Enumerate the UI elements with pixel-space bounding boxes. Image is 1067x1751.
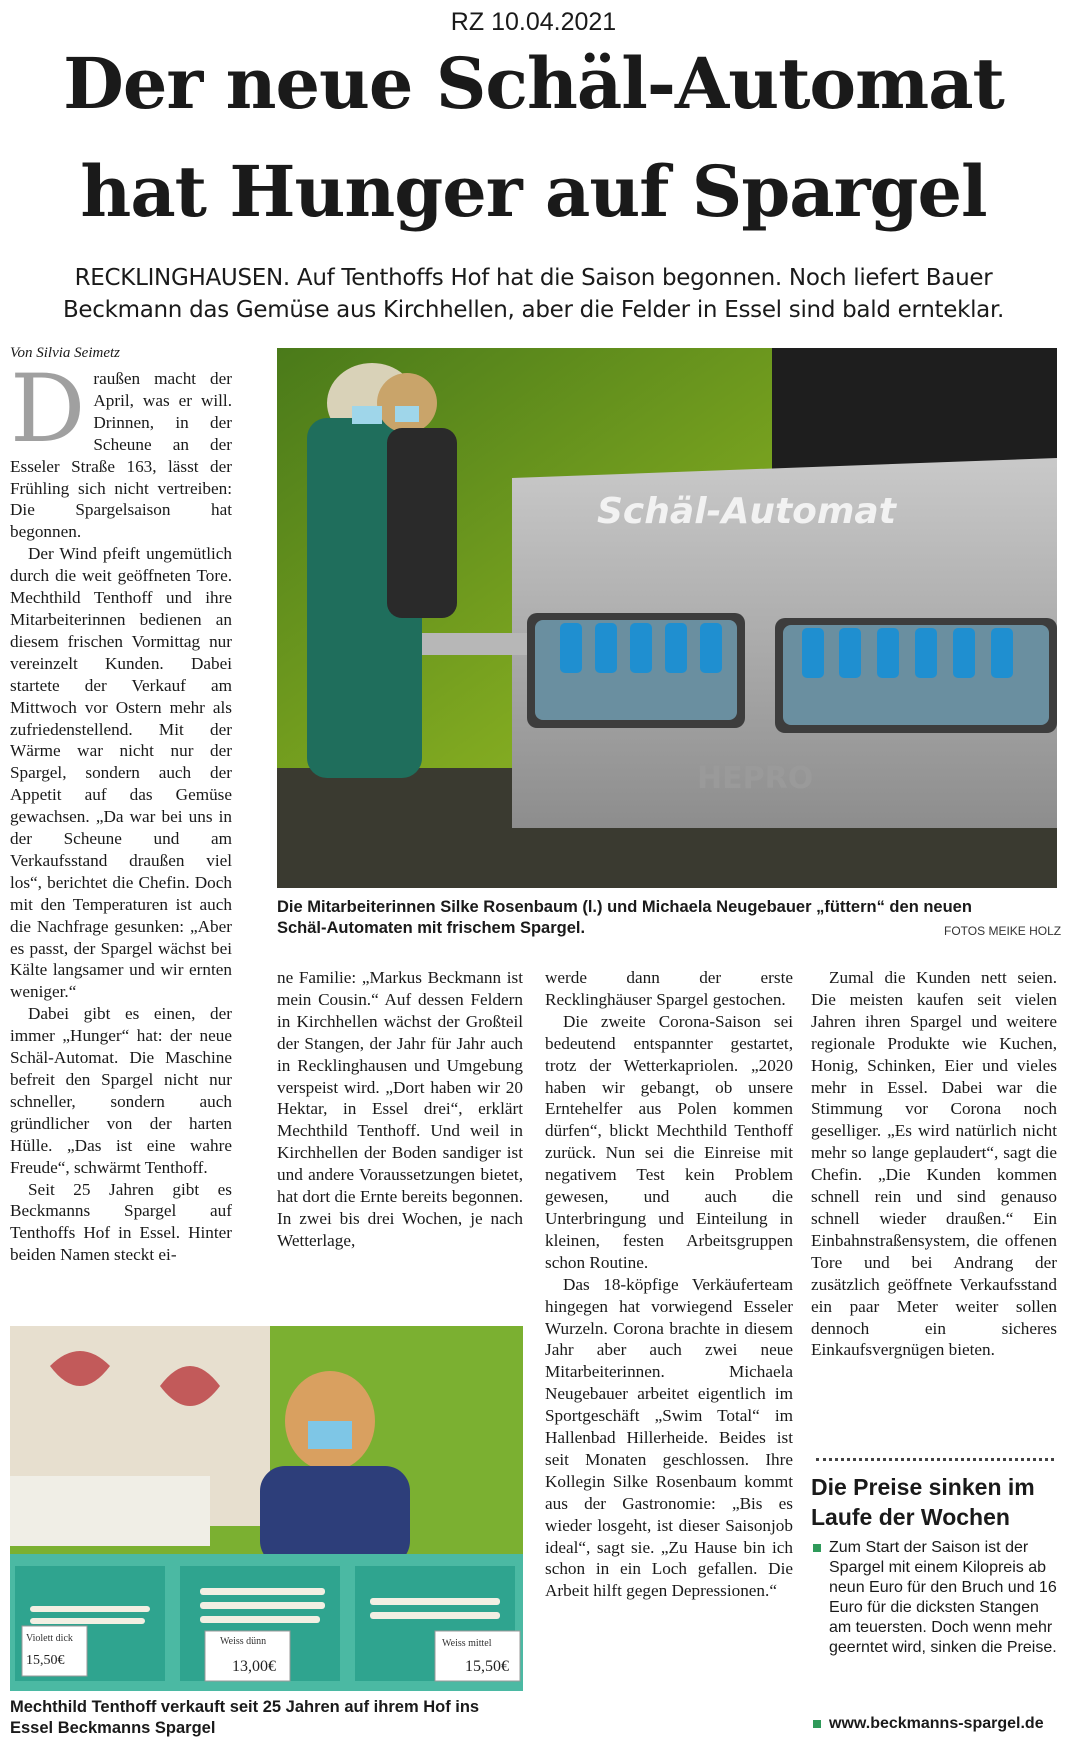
article-paragraph: Seit 25 Jahren gibt es Beckmanns Spargel auf Tenthoffs Hof in Essel. Hinter beiden Namen steckt ei- <box>10 1179 232 1265</box>
article-paragraph <box>10 355 232 543</box>
lead-paragraph <box>30 262 1037 326</box>
machine-brand: HEPRO <box>697 761 814 796</box>
infobox-text <box>813 1538 1057 1658</box>
infobox-divider <box>816 1458 1054 1461</box>
article-paragraph: Der Wind pfeift ungemütlich durch die weit geöffneten Tore. Mechthild Tenthoff und ihre Mitarbeiterinnen bedienen an diesem frischen Vormittag nur vereinzelt Kunden. Dabei startete der Verkauf am Mittwoch vor Ostern mehr als zufriedenstellend. Mit der Wärme war nicht nur der Spargel, sondern auch der Appetit auf das Gemüse gewachsen. „Da war bei uns in der Scheune und am Verkaufsstand draußen viel los“, berichtet die Chefin. Doch mit den Temperaturen ist auch die Nachfrage gesunken: „Aber es passt, der Spargel wächst bei Kälte langsamer und wir ernten weniger.“ <box>10 544 232 1002</box>
article-column-4 <box>811 967 1057 1361</box>
infobox-link[interactable]: www.beckmanns-spargel.de <box>829 1715 1044 1732</box>
bullet-icon <box>813 1544 821 1552</box>
infobox-title-line-2: Laufe der Wochen <box>811 1504 1010 1530</box>
publication-date: RZ 10.04.2021 <box>450 8 617 36</box>
photo-credit: FOTOS MEIKE HOLZ <box>944 924 1062 938</box>
lead-line-2: Beckmann das Gemüse aus Kirchhellen, aber die Felder in Essel sind bald ernteklar. <box>62 297 1005 323</box>
infobox-body: Zum Start der Saison ist der Spargel mit einem Kilopreis ab neun Euro für den Bruch und 16 Euro für die dicksten Stangen am teuersten. Doch wenn mehr geerntet wird, sinken die Preise. <box>829 1539 1057 1656</box>
photo-caption-bottom <box>10 1697 523 1739</box>
article-paragraph: Das 18-köpfige Verkäuferteam hingegen hat vorwiegend Esseler Wurzeln. Corona brachte in diesem Jahr aber auch zwei neue Mitarbeiterinnen. Michaela Neugebauer arbeitet eigentlich im Sportgeschäft „Swim Total“ im Hallenbad Hillerheide. Beides ist seit Monaten geschlossen. Ihre Kollegin Silke Rosenbaum kommt aus der Gastronomie: „Bis es wieder losgeht, ist dieser Saisonjob ideal“, sagt sie. „Zu Hause bin ich schon in ein Loch gefallen. Die Arbeit hilft gegen Depressionen.“ <box>545 1274 793 1601</box>
article-paragraph: Dabei gibt es einen, der immer „Hunger“ hat: der neue Schäl-Automat. Die Maschine befreit den Spargel nicht nur schneller, sondern auch gründlicher von der harten Hülle. „Das ist eine wahre Freude“, schwärmt Tenthoff. <box>10 1004 232 1177</box>
headline-line-1: Der neue Schäl-Automat <box>63 42 1004 125</box>
sign-mid-price: 13,00€ <box>232 1658 276 1675</box>
sign-right-title: Weiss mittel <box>442 1638 492 1649</box>
lead-line-1: RECKLINGHAUSEN. Auf Tenthoffs Hof hat die Saison begonnen. Noch liefert Bauer <box>74 265 993 291</box>
drop-cap: D <box>10 355 86 464</box>
article-column-3 <box>545 967 793 1602</box>
sign-left-price: 15,50€ <box>26 1653 65 1668</box>
article-column-1 <box>10 355 232 1266</box>
infobox-title <box>811 1472 1057 1532</box>
article-paragraph: Die zweite Corona-Saison sei bedeutend entspannter gestartet, trotz der Wetterkapriolen. „2020 haben wir gebangt, ob unsere Erntehelfer aus Polen kommen dürfen“, blickt Mechthild Tenthoff zurück. Nun sei die Einreise mit negativem Test kein Problem gewesen, und auch die Unterbringung und Einteilung in kleinen, festen Arbeitsgruppen schon Routine. <box>545 1011 793 1272</box>
infobox-title-line-1: Die Preise sinken im <box>811 1474 1035 1500</box>
infobox-bullet-item <box>813 1538 1057 1658</box>
article-paragraph: Zumal die Kunden nett seien. Die meisten kaufen seit vielen Jahren ihren Spargel und weitere regionale Produkte wie Kuchen, Honig, Schinken, Eier und vieles mehr in Essel. Dabei war die Stimmung vor Corona noch geselliger. „Es wird natürlich nicht mehr so lange geplaudert“, sagt die Chefin. „Die Kunden kommen schnell rein und sind genauso schnell wieder draußen.“ Ein Einbahnstraßensystem, die offenen Tore und bei Andrang der zusätzlich geöffnete Verkaufsstand ein paar Meter weiter sollen dennoch ein sicheres Einkaufsvergnügen bieten. <box>811 968 1057 1360</box>
photo-asparagus-stand <box>10 1326 523 1691</box>
bullet-icon <box>813 1720 821 1728</box>
caption-line-1: Die Mitarbeiterinnen Silke Rosenbaum (l.) und Michaela Neugebauer „füttern“ den neuen <box>277 898 972 916</box>
photo-peeling-machine <box>277 348 1057 888</box>
sign-mid-title: Weiss dünn <box>220 1636 267 1647</box>
byline: Von Silvia Seimetz <box>10 345 120 361</box>
photo-caption-top <box>277 897 1057 939</box>
infobox-link-row <box>813 1714 1057 1734</box>
paragraph-text: raußen macht der April, was er will. Drinnen, in der Scheune an der Esseler Straße 163, lässt der Frühling sich nicht vertreiben: Die Spargelsaison hat begonnen. <box>10 369 232 542</box>
article-paragraph: werde dann der erste Recklinghäuser Spargel gestochen. <box>545 968 793 1009</box>
sign-left-title: Violett dick <box>26 1633 73 1644</box>
peeling-machine-illustration <box>277 348 1057 888</box>
article-paragraph: ne Familie: „Markus Beckmann ist mein Cousin.“ Auf dessen Feldern in Kirchhellen wächst der Großteil der Stangen, der Jahr für Jahr auch in Recklinghausen und Umgebung verspeist wird. „Dort haben wir 20 Hektar, in Essel drei“, erklärt Mechthild Tenthoff. Und weil in Kirchhellen der Boden sandiger ist und andere Voraussetzungen bietet, hat dort die Ernte bereits begonnen. In zwei bis drei Wochen, je nach Wetterlage, <box>277 968 523 1250</box>
machine-label: Schäl-Automat <box>597 491 896 532</box>
caption-line-1: Mechthild Tenthoff verkauft seit 25 Jahren auf ihrem Hof ins <box>10 1698 480 1716</box>
headline-line-2: hat Hunger auf Spargel <box>80 150 987 233</box>
caption-line-2: Schäl-Automaten mit frischem Spargel. <box>277 919 586 937</box>
caption-line-2: Essel Beckmanns Spargel <box>10 1719 216 1737</box>
asparagus-stand-illustration <box>10 1326 523 1691</box>
sign-right-price: 15,50€ <box>465 1658 509 1675</box>
article-column-2 <box>277 967 523 1252</box>
